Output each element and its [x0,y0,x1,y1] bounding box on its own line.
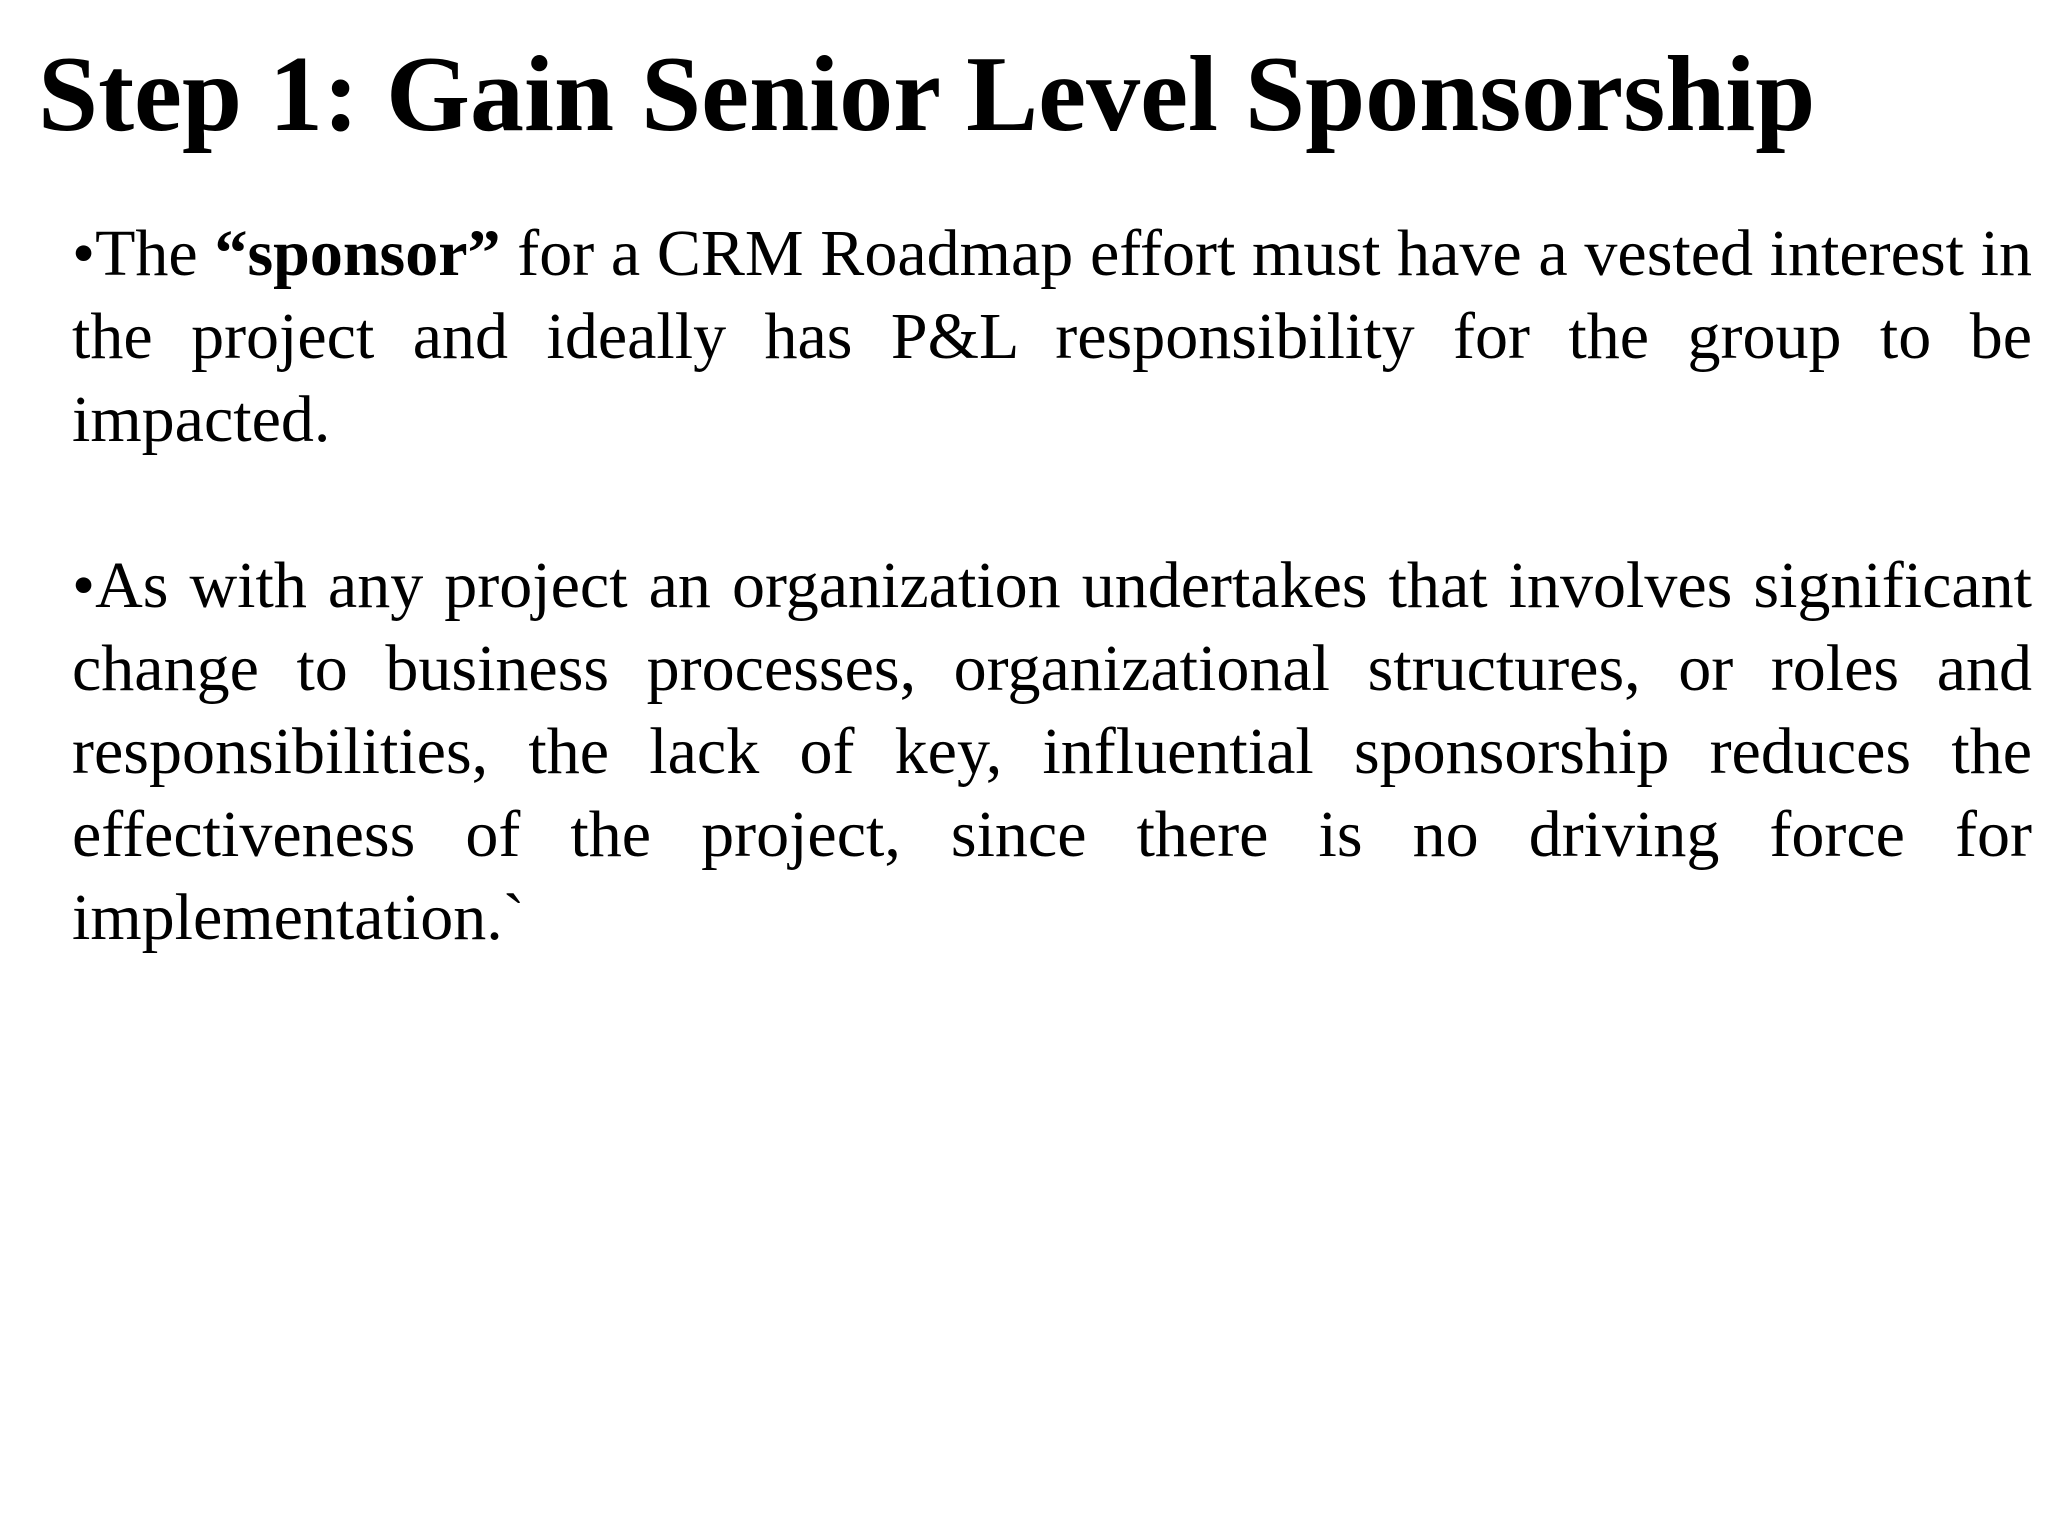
sponsor-emphasis: “sponsor” [214,217,501,290]
slide-body [72,212,2032,959]
bullet-marker: • [72,549,96,622]
bullet-text: As with any project an organization undertakes that involves significant change to business processes, organizational structures, or roles and responsibilities, the lack of key, influential sponsorship reduces the effectiveness of the project, since there is no driving force for implementation.` [72,549,2032,954]
bullet-change [72,544,2032,959]
slide-title: Step 1: Gain Senior Level Sponsorship [38,35,1816,154]
bullet-marker: • [72,217,96,290]
bullet-sponsor [72,212,2032,461]
bullet-text-rest: for a CRM Roadmap effort must have a vested interest in the project and ideally has P&L responsibility for the group to be impacted. [72,217,2033,456]
bullet-text-start: The [95,217,215,290]
